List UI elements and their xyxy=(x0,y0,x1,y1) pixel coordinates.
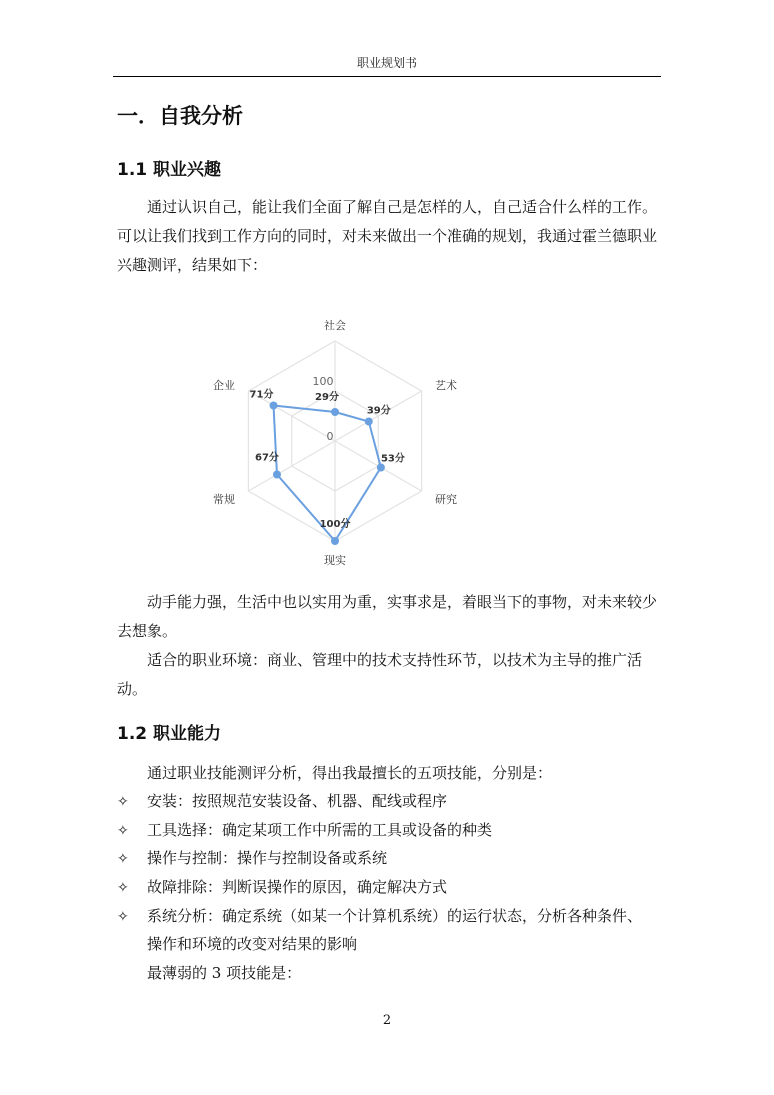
radar-point xyxy=(331,408,339,416)
radar-category-label: 社会 xyxy=(324,319,346,332)
radar-point xyxy=(270,402,278,410)
list-item xyxy=(117,844,677,874)
radar-axis-min-label: 0 xyxy=(326,430,334,443)
radar-category-label: 企业 xyxy=(213,379,236,392)
list-item-text: 故障排除：判断误操作的原因，确定解决方式 xyxy=(147,878,448,896)
section-heading-self-analysis: 一．自我分析 xyxy=(117,104,243,128)
radar-chart xyxy=(190,305,480,570)
list-item-continuation: 操作和环境的改变对结果的影响 xyxy=(147,935,358,953)
list-item-text: 操作与控制：操作与控制设备或系统 xyxy=(147,849,388,867)
list-item-text: 安装：按照规范安装设备、机器、配线或程序 xyxy=(147,792,448,810)
diamond-bullet-icon: ✧ xyxy=(117,909,129,925)
radar-category-label: 艺术 xyxy=(434,379,457,392)
page-number: 2 xyxy=(382,1013,392,1028)
radar-point xyxy=(377,464,385,472)
radar-value-label: 100分 xyxy=(319,519,351,530)
subsection-heading-ability: 1.2 职业能力 xyxy=(117,724,222,744)
radar-category-label: 研究 xyxy=(434,493,457,506)
radar-value-label: 39分 xyxy=(366,405,391,417)
radar-category-label: 常规 xyxy=(213,493,236,506)
radar-value-label: 53分 xyxy=(380,453,405,465)
list-item-text: 工具选择：确定某项工作中所需的工具或设备的种类 xyxy=(147,821,493,839)
radar-point xyxy=(365,418,373,426)
radar-point xyxy=(331,537,339,545)
weak-skills-intro: 最薄弱的 3 项技能是： xyxy=(147,964,302,982)
list-item xyxy=(117,902,677,932)
radar-value-label: 71分 xyxy=(249,389,274,401)
diamond-bullet-icon: ✧ xyxy=(117,794,129,810)
subsection-heading-interest: 1.1 职业兴趣 xyxy=(117,160,222,180)
radar-value-label: 67分 xyxy=(255,452,279,464)
page-header: 职业规划书 xyxy=(356,56,417,70)
list-item xyxy=(117,873,677,903)
interest-summary-paragraph: 动手能力强，生活中也以实用为重，实事求是，着眼当下的事物，对未来较少去想象。 xyxy=(117,593,658,640)
diamond-bullet-icon: ✧ xyxy=(117,823,129,839)
list-item xyxy=(117,816,677,846)
radar-axis-max-label: 100 xyxy=(312,375,334,388)
radar-point xyxy=(273,471,281,479)
radar-category-label: 现实 xyxy=(324,554,346,567)
header-divider xyxy=(113,76,661,77)
interest-intro-paragraph: 通过认识自己，能让我们全面了解自己是怎样的人，自己适合什么样的工作。可以让我们找到工作方向的同时，对未来做出一个准确的规划，我通过霍兰德职业兴趣测评，结果如下： xyxy=(117,198,658,274)
radar-value-label: 29分 xyxy=(315,392,339,403)
interest-environment-paragraph: 适合的职业环境：商业、管理中的技术支持性环节，以技术为主导的推广活动。 xyxy=(117,651,643,698)
ability-intro: 通过职业技能测评分析，得出我最擅长的五项技能，分别是： xyxy=(147,764,553,782)
list-item xyxy=(117,787,677,817)
list-item-text: 系统分析：确定系统（如某一个计算机系统）的运行状态，分析各种条件、 xyxy=(147,907,643,925)
diamond-bullet-icon: ✧ xyxy=(117,880,129,896)
diamond-bullet-icon: ✧ xyxy=(117,851,129,867)
